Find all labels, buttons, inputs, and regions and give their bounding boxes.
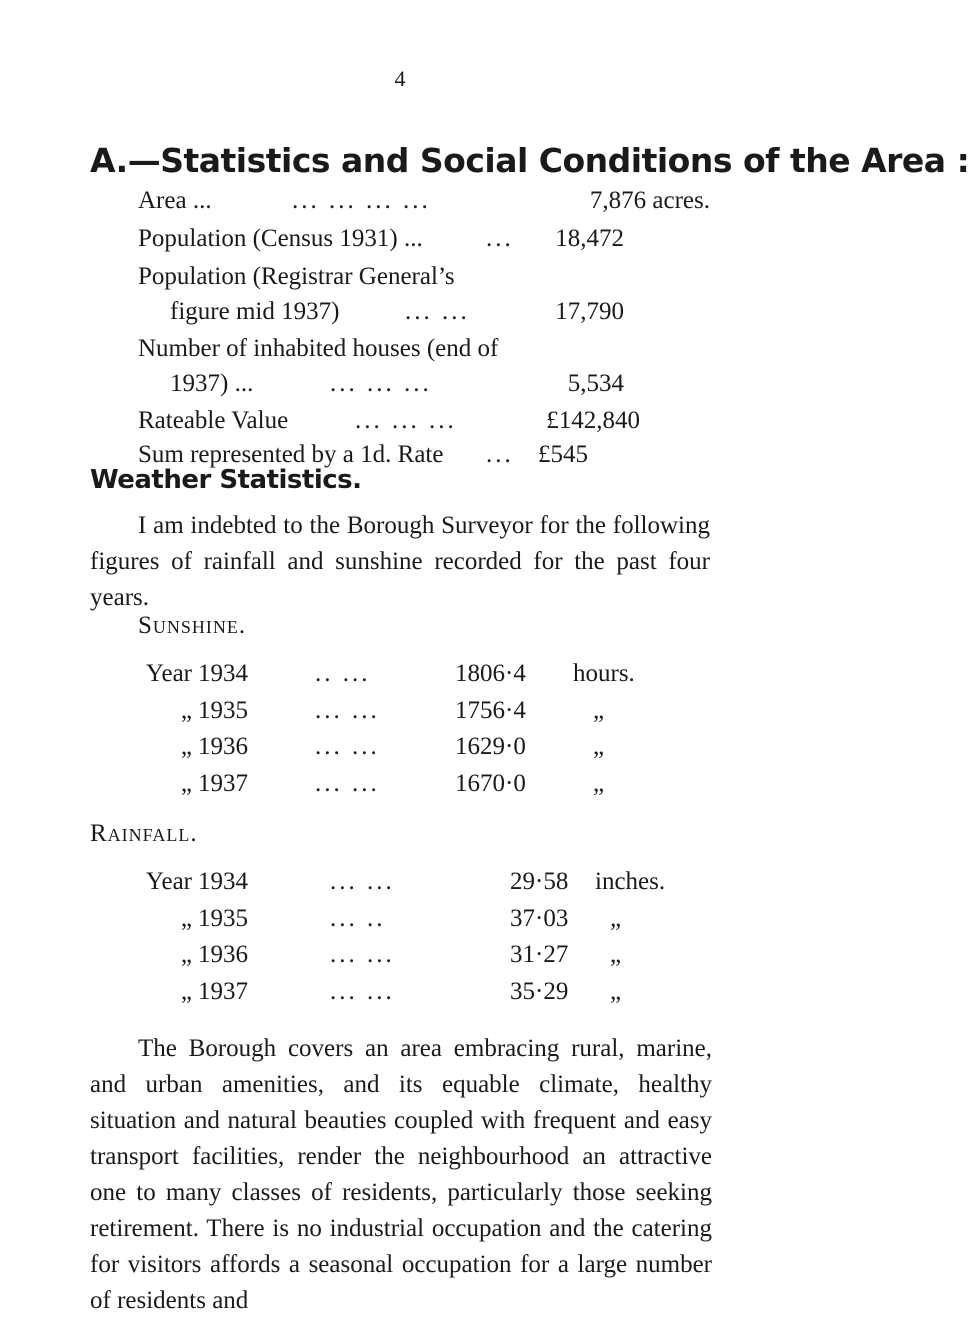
area-label: Area ... (138, 187, 212, 214)
rateable-value: £142,840 (546, 407, 640, 434)
unit: „ (610, 905, 622, 932)
unit: „ (610, 941, 622, 968)
year-prefix: „ (180, 905, 192, 932)
year: 1934 (198, 868, 248, 895)
unit: „ (593, 770, 605, 797)
population-registrar-label: Population (Registrar General’s (138, 263, 455, 290)
leader-dots: ... .. (330, 905, 386, 932)
population-registrar-value: 17,790 (555, 298, 624, 325)
weather-intro: I am indebted to the Borough Surveyor for the following figures of rainfall and sunshine recorded for the past four years. (90, 512, 710, 611)
sunshine-value: 1806·4 (455, 660, 526, 687)
houses-value: 5,534 (567, 370, 624, 397)
leader-dots: ... ... (330, 978, 395, 1005)
population-registrar-label-cont: figure mid 1937) (170, 298, 340, 325)
year: 1935 (198, 697, 248, 724)
year-prefix: „ (180, 770, 192, 797)
rainfall-title: Rainfall. (90, 820, 198, 847)
year-prefix: „ (180, 978, 192, 1005)
houses-label: Number of inhabited houses (end of (138, 335, 499, 362)
sunshine-value: 1670·0 (455, 770, 526, 797)
population-census-label: Population (Census 1931) ... (138, 225, 423, 252)
section-heading: A.—Statistics and Social Conditions of the Area : (90, 141, 969, 180)
population-census-value: 18,472 (555, 225, 624, 252)
leader-dots: ... ... (315, 697, 380, 724)
leader-dots: ... (486, 225, 514, 252)
page-number: 4 (394, 66, 406, 91)
year: 1937 (198, 770, 248, 797)
leader-dots: ... (486, 441, 514, 468)
leader-dots: ... ... (330, 941, 395, 968)
rainfall-value: 35·29 (510, 978, 569, 1005)
rainfall-value: 37·03 (510, 905, 569, 932)
year-prefix: Year (145, 868, 192, 895)
year: 1936 (198, 941, 248, 968)
weather-heading: Weather Statistics. (90, 465, 362, 495)
year: 1936 (198, 733, 248, 760)
year: 1937 (198, 978, 248, 1005)
leader-dots: ... ... ... (355, 407, 457, 434)
leader-dots: ... ... (315, 770, 380, 797)
rainfall-value: 31·27 (510, 941, 569, 968)
year: 1934 (198, 660, 248, 687)
year-prefix: Year (145, 660, 192, 687)
unit: hours. (573, 660, 635, 687)
unit: „ (593, 733, 605, 760)
year-prefix: „ (180, 941, 192, 968)
year: 1935 (198, 905, 248, 932)
penny-rate-label: Sum represented by a 1d. Rate (138, 441, 444, 468)
unit: „ (610, 978, 622, 1005)
leader-dots: ... ... ... (330, 370, 432, 397)
leader-dots: ... ... ... ... (292, 187, 431, 214)
leader-dots: ... ... (405, 298, 470, 325)
rateable-value-label: Rateable Value (138, 407, 289, 434)
leader-dots: .. ... (315, 660, 371, 687)
houses-label-cont: 1937) ... (170, 370, 254, 397)
closing-paragraph: The Borough covers an area embracing rural, marine, and urban amenities, and its equable climate, healthy situation and natural beauties coupled with frequent and easy transport facilities, render the neighbourhood an attractive one to many classes of residents, particularly those seeking retirement. There is no industrial occupation and the catering for visitors affords a seasonal occupation for a large number of residents and (90, 1035, 712, 1314)
penny-rate-value: £545 (538, 441, 588, 468)
rainfall-value: 29·58 (510, 868, 569, 895)
unit: inches. (595, 868, 666, 895)
leader-dots: ... ... (315, 733, 380, 760)
sunshine-title: Sunshine. (138, 612, 247, 639)
sunshine-value: 1629·0 (455, 733, 526, 760)
leader-dots: ... ... (330, 868, 395, 895)
area-value: 7,876 acres. (589, 187, 710, 214)
sunshine-value: 1756·4 (455, 697, 526, 724)
year-prefix: „ (180, 697, 192, 724)
unit: „ (593, 697, 605, 724)
year-prefix: „ (180, 733, 192, 760)
